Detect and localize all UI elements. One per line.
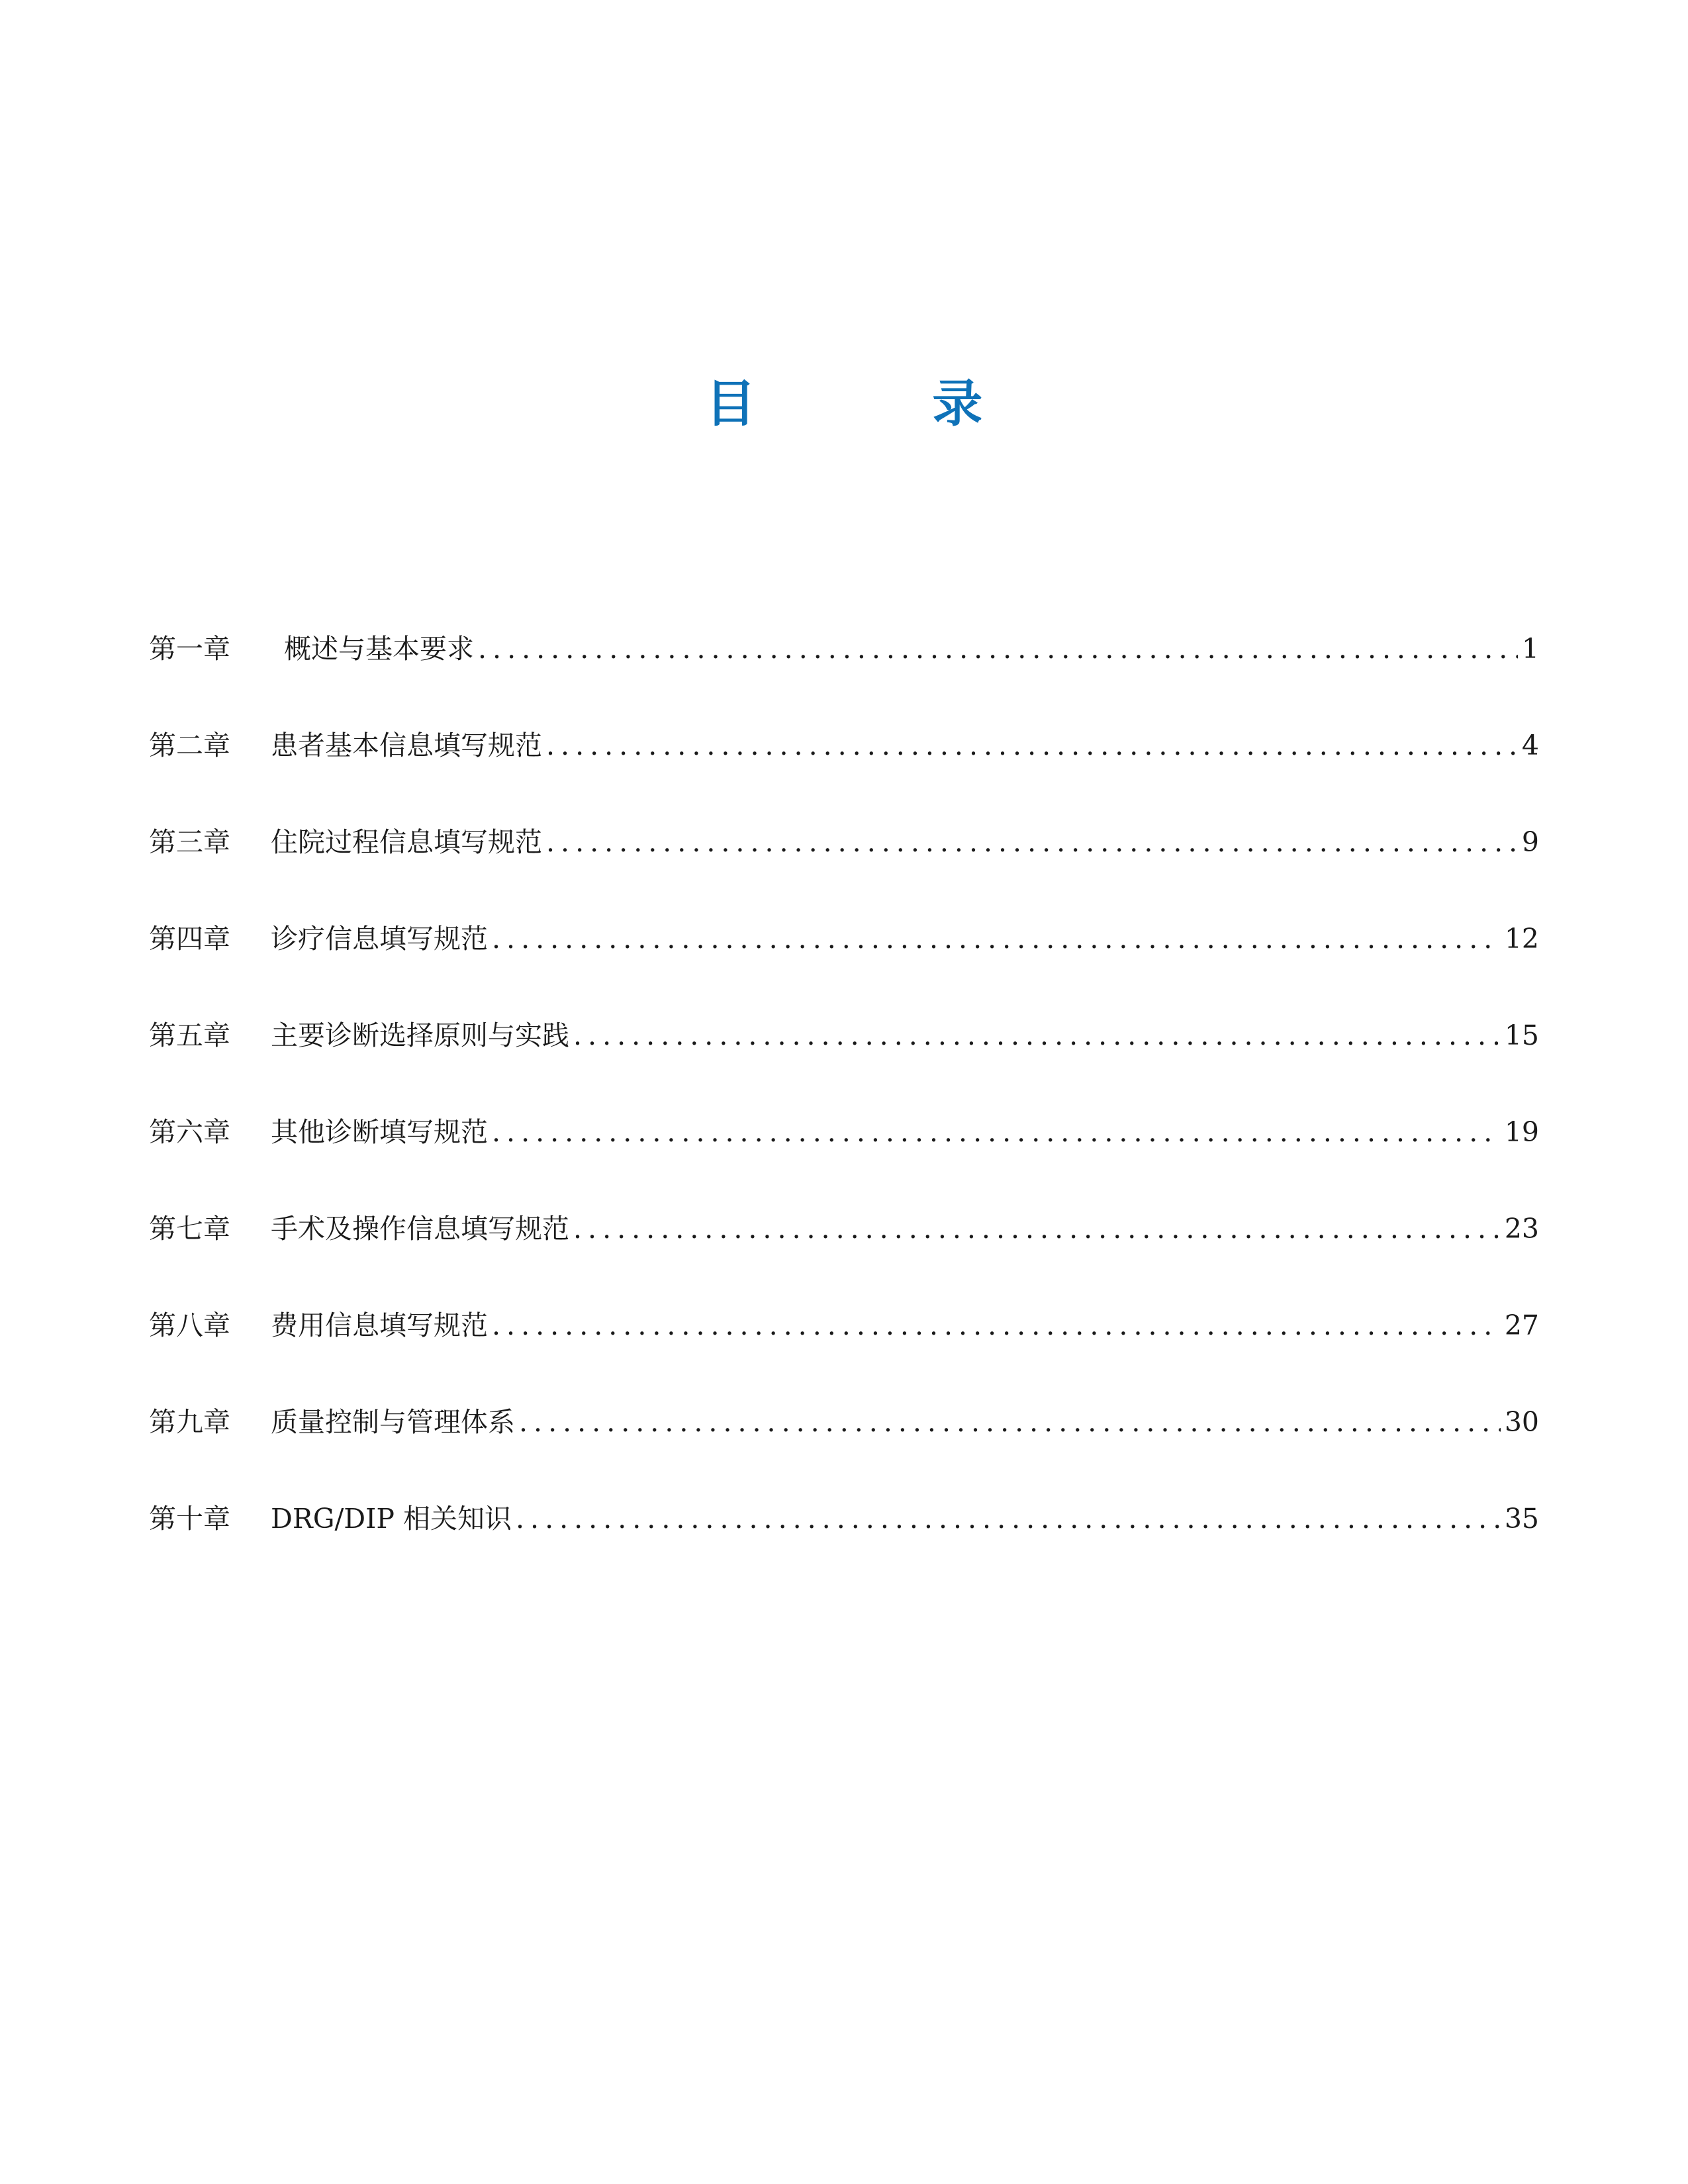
- toc-entry[interactable]: [149, 1016, 1539, 1112]
- chapter-number: 第二章: [149, 730, 230, 761]
- chapter-number: 第八章: [149, 1309, 230, 1341]
- chapter-title: 其他诊断填写规范: [271, 1116, 488, 1148]
- toc-entry[interactable]: [149, 629, 1539, 726]
- toc-entry[interactable]: [149, 1306, 1539, 1402]
- chapter-title: 诊疗信息填写规范: [271, 923, 488, 955]
- toc-entry[interactable]: [149, 1209, 1539, 1306]
- page-number: 27: [1504, 1309, 1539, 1341]
- toc-entry[interactable]: [149, 1499, 1539, 1595]
- chapter-number: 第九章: [149, 1406, 230, 1438]
- chapter-title: 手术及操作信息填写规范: [271, 1213, 569, 1245]
- chapter-title: 主要诊断选择原则与实践: [271, 1020, 569, 1051]
- page-number: 12: [1504, 923, 1539, 955]
- chapter-number: 第四章: [149, 923, 230, 955]
- dot-leader: [478, 629, 1518, 669]
- chapter-number: 第五章: [149, 1020, 230, 1051]
- dot-leader: [492, 1112, 1501, 1152]
- toc-entry[interactable]: [149, 1112, 1539, 1209]
- chapter-title: 质量控制与管理体系: [271, 1406, 515, 1438]
- dot-leader: [492, 1306, 1501, 1345]
- chapter-number: 第七章: [149, 1213, 230, 1245]
- toc-entry[interactable]: [149, 919, 1539, 1016]
- page-number: 23: [1504, 1213, 1539, 1245]
- page-number: 9: [1521, 826, 1539, 858]
- dot-leader: [519, 1402, 1501, 1442]
- toc-entry[interactable]: [149, 822, 1539, 919]
- page-number: 4: [1521, 730, 1539, 761]
- chapter-number: 第十章: [149, 1503, 230, 1535]
- chapter-title: DRG/DIP 相关知识: [271, 1503, 512, 1535]
- chapter-title: 概述与基本要求: [284, 633, 474, 665]
- dot-leader: [546, 822, 1518, 862]
- chapter-title: 患者基本信息填写规范: [271, 730, 542, 761]
- page-title: 目 录: [705, 374, 1062, 433]
- chapter-number: 第三章: [149, 826, 230, 858]
- page-number: 19: [1504, 1116, 1539, 1148]
- page-number: 1: [1521, 633, 1539, 665]
- dot-leader: [546, 726, 1518, 765]
- toc-entry[interactable]: [149, 726, 1539, 822]
- chapter-title: 费用信息填写规范: [271, 1309, 488, 1341]
- dot-leader: [492, 919, 1501, 959]
- dot-leader: [573, 1209, 1501, 1249]
- toc-entry[interactable]: [149, 1402, 1539, 1499]
- page-number: 15: [1504, 1020, 1539, 1051]
- dot-leader: [573, 1016, 1501, 1055]
- chapter-number: 第六章: [149, 1116, 230, 1148]
- toc-list: [149, 629, 1539, 1595]
- page-number: 35: [1504, 1503, 1539, 1535]
- dot-leader: [516, 1499, 1501, 1539]
- chapter-number: 第一章: [149, 633, 230, 665]
- page-number: 30: [1504, 1406, 1539, 1438]
- chapter-title: 住院过程信息填写规范: [271, 826, 542, 858]
